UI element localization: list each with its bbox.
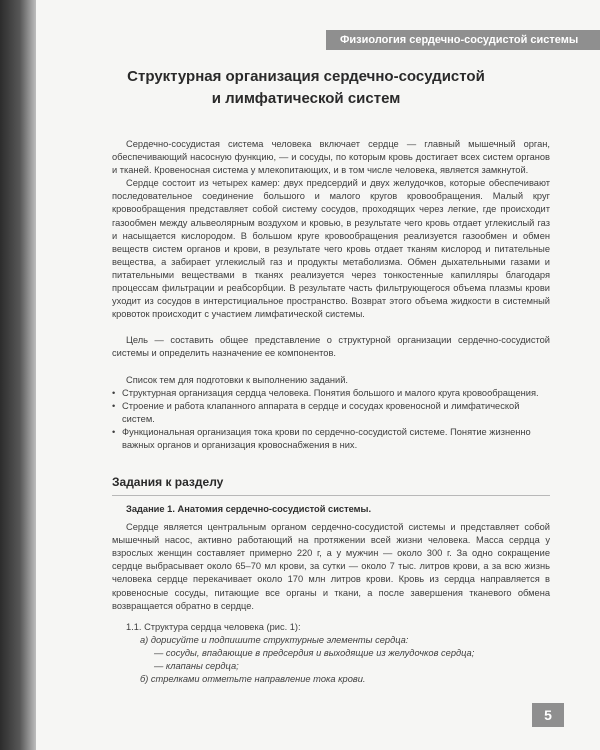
list-item: • Структурная организация сердца человека. Понятия большого и малого круга кровообращения.: [112, 387, 550, 400]
intro-paragraph-1: Сердечно-сосудистая система человека включает сердце — главный мышечный орган, обеспечивающий насосную функцию, — и сосуды, по которым кровь достигает всех систем органов и тканей. Кровеносная система у млекопитающих, и в том числе человека, является замкнутой.: [112, 139, 550, 176]
task-sub-a: а) дорисуйте и подпишите структурные элементы сердца:: [140, 634, 409, 645]
topics-list: [112, 387, 550, 452]
task-text: Сердце является центральным органом сердечно-сосудистой системы и представляет собой мышечный насос, активно работающий на протяжении всей жизни человека. Масса сердца у взрослых женщин составляет примерно 220 г, а у мужчин — около 300 г. За одно сокращение сердце выбрасывает около 65–70 мл крови, за сутки — около 7 тыс. литров крови, а за всю жизнь человека сердце перекачивает около 170 млн литров крови. Кровь из сердца направляется в кровеносные сосуды, питающие все органы и ткани, а после завершения тканевого обмена возвращается обратно в сердце.: [112, 522, 550, 611]
book-spine: [0, 0, 36, 750]
intro-body: [112, 138, 550, 452]
title-line-2: и лимфатической систем: [211, 90, 401, 107]
page-number: 5: [532, 703, 564, 727]
page-title: [96, 66, 516, 110]
page: [36, 0, 600, 750]
list-item: • Строение и работа клапанного аппарата в сердце и сосудах кровеносной и лимфатической систем.: [112, 400, 550, 426]
goal-paragraph: Цель — составить общее представление о структурной организации сердечно-сосудистой системы и определить назначение ее компонентов.: [112, 335, 550, 359]
running-header: Физиология сердечно-сосудистой системы: [326, 30, 600, 50]
task-sub-b: б) стрелками отметьте направление тока крови.: [140, 674, 366, 685]
task-sub-a1: — сосуды, впадающие в предсердия и выходящие из желудочков сердца;: [154, 647, 475, 658]
task-title: Задание 1. Анатомия сердечно-сосудистой системы.: [126, 504, 372, 514]
list-item: • Функциональная организация тока крови по сердечно-сосудистой системе. Понятие жизненно важных органов и организация кровоснабжения в них.: [112, 426, 550, 452]
section-divider: [112, 495, 550, 496]
task-sub-a2: — клапаны сердца;: [154, 661, 239, 672]
topics-list-title: Список тем для подготовки к выполнению заданий.: [126, 374, 348, 385]
title-line-1: Структурная организация сердечно-сосудистой: [127, 68, 485, 85]
intro-paragraph-2: Сердце состоит из четырех камер: двух предсердий и двух желудочков, которые обеспечивают последовательное соединение большого и малого кругов кровообращения. Малый круг кровообращения представляет собой систему сосудов, проходящих через легкие, где происходит газообмен между альвеолярным воздухом и кровью, в результате чего кровь отдает углекислый газ и насыщается кислородом. В большом круге кровообращения реализуется газообмен и обмен веществ систем органов и крови, в результате чего кровь отдает тканям кислород и питательные вещества, а забирает углекислый газ и продукты метаболизма. Обмен дыхательными газами и питательными веществами в тканях реализуется через тонкостенные капилляры благодаря процессам фильтрации и реабсорбции. В результате часть фильтрующегося объема плазмы крови уходит из сосудов в интерстициальное пространство. Возврат этого объема жидкости в системный кровоток происходит с участием лимфатической системы.: [112, 178, 550, 320]
task-item: 1.1. Структура сердца человека (рис. 1):: [126, 621, 301, 632]
section-heading: Задания к разделу: [112, 475, 224, 489]
task-body: [112, 503, 550, 686]
